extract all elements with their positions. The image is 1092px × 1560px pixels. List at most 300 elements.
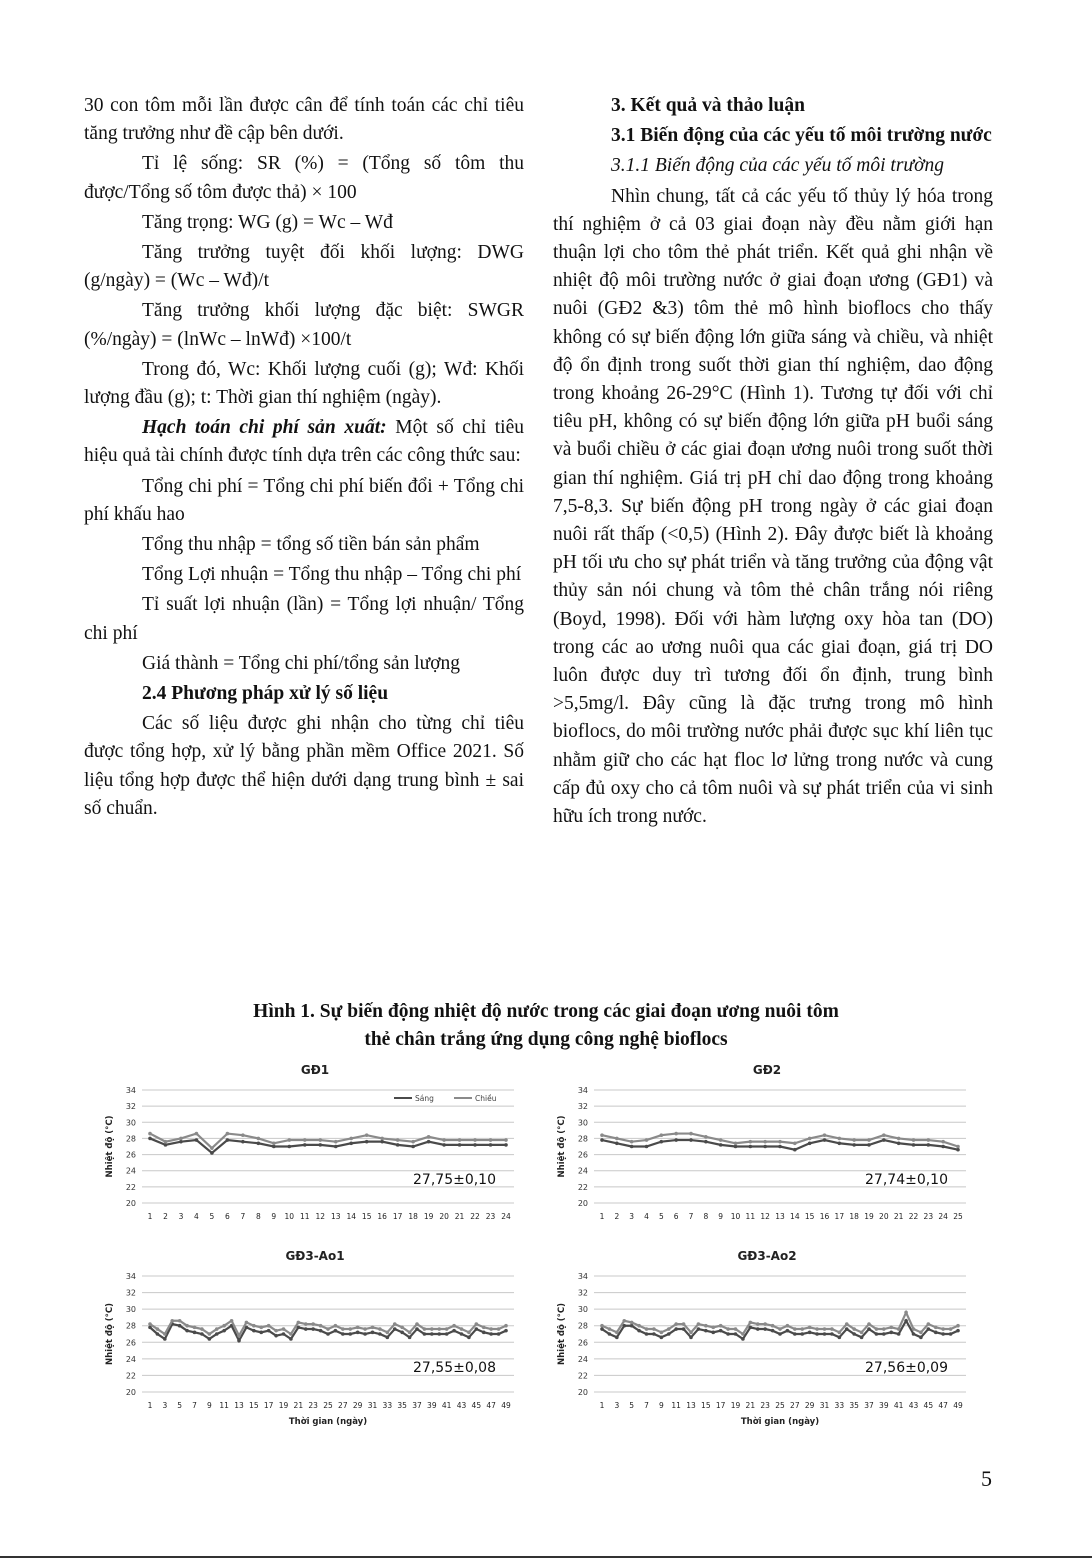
data-point bbox=[148, 1137, 152, 1141]
data-point bbox=[415, 1322, 419, 1326]
data-point bbox=[148, 1132, 152, 1136]
chart-gd3-ao2-svg bbox=[552, 1246, 982, 1438]
data-point bbox=[348, 1327, 352, 1331]
x-tick-label: 4 bbox=[644, 1212, 649, 1221]
data-point bbox=[838, 1331, 842, 1335]
data-point bbox=[808, 1137, 812, 1141]
x-tick-label: 1 bbox=[147, 1401, 153, 1410]
data-point bbox=[845, 1327, 849, 1331]
x-tick-label: 21 bbox=[745, 1401, 756, 1410]
data-point bbox=[615, 1137, 619, 1141]
x-tick-label: 15 bbox=[804, 1212, 815, 1221]
data-point bbox=[179, 1140, 183, 1144]
x-tick-label: 5 bbox=[629, 1401, 635, 1410]
data-point bbox=[815, 1327, 819, 1331]
data-point bbox=[637, 1329, 641, 1333]
data-point bbox=[504, 1138, 508, 1142]
x-tick-label: 4 bbox=[194, 1212, 199, 1221]
formula-total-income: Tổng thu nhập = tổng số tiền bán sản phẩm bbox=[142, 534, 480, 556]
section-heading-3: 3. Kết quả và thảo luận bbox=[611, 95, 805, 116]
data-point bbox=[704, 1324, 708, 1328]
data-point bbox=[178, 1319, 182, 1323]
y-tick-label: 26 bbox=[125, 1150, 136, 1160]
y-tick-label: 30 bbox=[125, 1118, 136, 1128]
data-point bbox=[156, 1332, 160, 1336]
data-point bbox=[815, 1332, 819, 1336]
x-tick-label: 47 bbox=[486, 1401, 496, 1410]
data-point bbox=[489, 1332, 493, 1336]
data-point bbox=[689, 1132, 693, 1136]
data-point bbox=[778, 1327, 782, 1331]
x-tick-label: 29 bbox=[804, 1401, 815, 1410]
x-tick-label: 5 bbox=[658, 1212, 664, 1221]
data-point bbox=[460, 1332, 464, 1336]
data-point bbox=[652, 1327, 656, 1331]
x-tick-label: 19 bbox=[864, 1212, 874, 1221]
data-point bbox=[393, 1327, 397, 1331]
data-point bbox=[371, 1331, 375, 1335]
data-point bbox=[303, 1143, 307, 1147]
data-point bbox=[689, 1138, 693, 1142]
data-point bbox=[423, 1327, 427, 1331]
data-point bbox=[156, 1327, 160, 1331]
data-point bbox=[711, 1331, 715, 1335]
data-point bbox=[726, 1327, 730, 1331]
paragraph: Các số liệu được ghi nhận cho từng chỉ tiêu được tổng hợp, xử lý bằng phần mềm Office 2021. Số liệu tổng hợp được thể hiện dưới dạng trung bình ± sai số chuẩn. bbox=[84, 713, 524, 819]
y-tick-label: 28 bbox=[577, 1321, 588, 1331]
data-point bbox=[667, 1327, 671, 1331]
formula-unit-cost: Giá thành = Tổng chi phí/tổng sản lượng bbox=[142, 652, 461, 674]
x-tick-label: 8 bbox=[703, 1212, 709, 1221]
x-tick-label: 29 bbox=[352, 1401, 363, 1410]
x-tick-label: 9 bbox=[206, 1401, 212, 1410]
data-point bbox=[897, 1327, 901, 1331]
y-tick-label: 24 bbox=[577, 1354, 588, 1364]
data-point bbox=[763, 1145, 767, 1149]
data-point bbox=[363, 1327, 367, 1331]
data-point bbox=[749, 1140, 753, 1144]
data-point bbox=[674, 1322, 678, 1326]
data-point bbox=[749, 1145, 753, 1149]
data-point bbox=[252, 1329, 256, 1333]
x-axis-label: Thời gian (ngày) bbox=[288, 1417, 368, 1427]
x-tick-label: 1 bbox=[147, 1212, 153, 1221]
data-point bbox=[452, 1324, 456, 1328]
y-tick-label: 28 bbox=[577, 1134, 588, 1144]
data-point bbox=[756, 1327, 760, 1331]
data-point bbox=[838, 1141, 842, 1145]
data-point bbox=[497, 1327, 501, 1331]
y-tick-label: 34 bbox=[125, 1272, 136, 1281]
data-point bbox=[411, 1140, 415, 1144]
data-point bbox=[241, 1133, 245, 1137]
data-point bbox=[272, 1145, 276, 1149]
formula-weight-gain: Tăng trọng: WG (g) = Wc – Wđ bbox=[142, 211, 393, 233]
data-point bbox=[164, 1143, 168, 1147]
data-point bbox=[289, 1337, 293, 1341]
x-tick-label: 39 bbox=[427, 1401, 437, 1410]
data-point bbox=[771, 1324, 775, 1328]
data-point bbox=[489, 1138, 493, 1142]
x-tick-label: 7 bbox=[192, 1401, 197, 1410]
data-point bbox=[645, 1332, 649, 1336]
data-point bbox=[830, 1332, 834, 1336]
y-tick-label: 22 bbox=[577, 1371, 588, 1381]
data-point bbox=[793, 1332, 797, 1336]
x-tick-label: 13 bbox=[234, 1401, 244, 1410]
data-point bbox=[289, 1332, 293, 1336]
data-point bbox=[226, 1138, 230, 1142]
data-point bbox=[318, 1138, 322, 1142]
x-tick-label: 17 bbox=[263, 1401, 274, 1410]
chart-gd2-svg bbox=[552, 1060, 982, 1235]
data-point bbox=[423, 1332, 427, 1336]
data-point bbox=[222, 1324, 226, 1328]
y-tick-label: 26 bbox=[577, 1338, 588, 1348]
data-point bbox=[427, 1140, 431, 1144]
data-point bbox=[386, 1331, 390, 1335]
y-tick-label: 20 bbox=[577, 1199, 588, 1208]
data-point bbox=[867, 1143, 871, 1147]
data-point bbox=[489, 1327, 493, 1331]
data-point bbox=[341, 1332, 345, 1336]
chart-title: GĐ2 bbox=[752, 1063, 782, 1077]
data-point bbox=[185, 1324, 189, 1328]
data-point bbox=[622, 1319, 626, 1323]
data-point bbox=[252, 1324, 256, 1328]
chart-gd3-ao2 bbox=[552, 1246, 982, 1438]
data-point bbox=[719, 1143, 723, 1147]
data-point bbox=[904, 1319, 908, 1323]
data-point bbox=[193, 1331, 197, 1335]
formula-definitions: Trong đó, Wc: Khối lượng cuối (g); Wđ: Khối lượng đầu (g); t: Thời gian thí nghiệm (ngày). bbox=[84, 358, 524, 409]
x-tick-label: 7 bbox=[688, 1212, 694, 1221]
page-number: 5 bbox=[981, 1466, 992, 1491]
data-point bbox=[482, 1326, 486, 1330]
mean-annotation: 27,74±0,10 bbox=[865, 1171, 948, 1188]
y-axis-label: Nhiệt độ (°C) bbox=[557, 1302, 567, 1366]
x-tick-label: 1 bbox=[599, 1401, 605, 1410]
x-tick-label: 16 bbox=[377, 1212, 387, 1221]
x-tick-label: 27 bbox=[790, 1401, 800, 1410]
x-tick-label: 9 bbox=[718, 1212, 724, 1221]
data-point bbox=[956, 1329, 960, 1333]
data-point bbox=[630, 1140, 634, 1144]
data-point bbox=[838, 1137, 842, 1141]
data-point bbox=[497, 1332, 501, 1336]
data-point bbox=[615, 1331, 619, 1335]
x-tick-label: 14 bbox=[346, 1212, 356, 1221]
data-point bbox=[660, 1140, 664, 1144]
x-tick-label: 15 bbox=[701, 1401, 711, 1410]
x-tick-label: 24 bbox=[501, 1212, 511, 1221]
y-tick-label: 32 bbox=[125, 1288, 136, 1298]
data-point bbox=[645, 1145, 649, 1149]
data-point bbox=[267, 1329, 271, 1333]
formula-profit-rate: Tỉ suất lợi nhuận (lần) = Tổng lợi nhuận/ Tổng chi phí bbox=[84, 594, 524, 644]
y-tick-label: 30 bbox=[577, 1118, 588, 1128]
x-tick-label: 23 bbox=[308, 1401, 318, 1410]
data-point bbox=[734, 1332, 738, 1336]
data-point bbox=[867, 1327, 871, 1331]
data-point bbox=[259, 1331, 263, 1335]
data-point bbox=[445, 1327, 449, 1331]
data-point bbox=[823, 1327, 827, 1331]
data-point bbox=[852, 1332, 856, 1336]
data-point bbox=[437, 1327, 441, 1331]
left-column bbox=[84, 92, 524, 825]
x-tick-label: 23 bbox=[485, 1212, 496, 1221]
y-tick-label: 22 bbox=[577, 1182, 588, 1192]
y-tick-label: 24 bbox=[125, 1166, 136, 1176]
data-point bbox=[215, 1332, 219, 1336]
chart-gd2 bbox=[552, 1060, 982, 1235]
cost-accounting-paragraph bbox=[84, 414, 524, 470]
data-point bbox=[852, 1143, 856, 1147]
data-point bbox=[396, 1143, 400, 1147]
x-tick-label: 49 bbox=[953, 1401, 963, 1410]
data-point bbox=[912, 1327, 916, 1331]
data-point bbox=[956, 1148, 960, 1152]
y-tick-label: 20 bbox=[125, 1388, 136, 1397]
data-point bbox=[378, 1332, 382, 1336]
data-point bbox=[215, 1327, 219, 1331]
data-point bbox=[473, 1138, 477, 1142]
data-point bbox=[608, 1327, 612, 1331]
data-point bbox=[793, 1141, 797, 1145]
x-tick-label: 47 bbox=[938, 1401, 948, 1410]
data-point bbox=[630, 1321, 634, 1325]
data-point bbox=[719, 1329, 723, 1333]
data-point bbox=[430, 1332, 434, 1336]
mean-annotation: 27,56±0,09 bbox=[865, 1360, 948, 1377]
x-tick-label: 45 bbox=[471, 1401, 482, 1410]
data-point bbox=[504, 1324, 508, 1328]
data-point bbox=[400, 1331, 404, 1335]
x-tick-label: 25 bbox=[323, 1401, 333, 1410]
data-point bbox=[380, 1137, 384, 1141]
data-point bbox=[473, 1143, 477, 1147]
x-tick-label: 15 bbox=[361, 1212, 372, 1221]
page-bottom-rule bbox=[0, 1556, 1092, 1558]
data-point bbox=[734, 1141, 738, 1145]
data-point bbox=[274, 1329, 278, 1333]
x-tick-label: 21 bbox=[893, 1212, 904, 1221]
data-point bbox=[608, 1332, 612, 1336]
data-point bbox=[704, 1140, 708, 1144]
chart-gd1 bbox=[100, 1060, 530, 1235]
x-tick-label: 10 bbox=[730, 1212, 741, 1221]
data-point bbox=[860, 1336, 864, 1340]
data-point bbox=[297, 1321, 301, 1325]
data-point bbox=[274, 1334, 278, 1338]
data-point bbox=[334, 1324, 338, 1328]
data-point bbox=[272, 1141, 276, 1145]
data-point bbox=[259, 1326, 263, 1330]
chart-gd3-ao1 bbox=[100, 1246, 530, 1438]
data-point bbox=[882, 1327, 886, 1331]
y-tick-label: 22 bbox=[125, 1371, 136, 1381]
data-point bbox=[882, 1332, 886, 1336]
paragraph: Nhìn chung, tất cả các yếu tố thủy lý hóa trong thí nghiệm ở cả 03 giai đoạn này đều nằm giới hạn thuận lợi cho tôm thẻ phát triển. Kết quả ghi nhận về nhiệt độ môi trường nước ở giai đoạn ương (GĐ1) và nuôi (GĐ2 &3) tôm thẻ mô hình bioflocs cho thấy không có sự biến động lớn giữa sáng và chiều, và nhiệt độ ổn định trong suốt thời gian thí nghiệm, dao động trong khoảng 26-29°C (Hình 1). Tương tự đối với chỉ tiêu pH, không có sự biến động lớn giữa pH buổi sáng và buổi chiều ở các giai đoạn ương nuôi trong suốt thời gian thí nghiệm. Giá trị pH chỉ dao động trong khoảng 7,5-8,3. Sự biến động pH trong ngày ở các giai đoạn nuôi rất thấp (<0,5) (Hình 2). Đây được biết là khoảng pH tối ưu cho sự phát triển và tăng trưởng của động vật thủy sản nói chung và tôm thẻ chân trắng nói riêng (Boyd, 1998). Đối với hàm lượng oxy hòa tan (DO) trong các ao ương nuôi qua các giai đoạn, giá trị DO luôn được duy trì tương đối ổn định, trung bình >5,5mg/l. Đây cũng là đặc trưng trong mô hình bioflocs, do môi trường nước phải được sục khí liên tục nhằm giữ cho các hạt floc lơ lửng trong nước và cung cấp đủ oxy cho cả tôm nuôi và sự phát triển của vi sinh hữu ích trong nước. bbox=[553, 185, 993, 828]
data-point bbox=[882, 1133, 886, 1137]
data-point bbox=[458, 1143, 462, 1147]
cost-accounting-text: Một số chỉ tiêu hiệu quả tài chính được tính dựa trên các công thức sau: bbox=[84, 417, 524, 467]
y-axis-label: Nhiệt độ (°C) bbox=[557, 1115, 567, 1178]
data-point bbox=[445, 1332, 449, 1336]
data-point bbox=[504, 1329, 508, 1333]
data-point bbox=[348, 1332, 352, 1336]
data-point bbox=[400, 1326, 404, 1330]
y-tick-label: 20 bbox=[577, 1388, 588, 1397]
data-point bbox=[615, 1336, 619, 1340]
formula-total-cost: Tổng chi phí = Tổng chi phí biến đổi + Tổng chi phí khấu hao bbox=[84, 475, 524, 525]
data-point bbox=[823, 1332, 827, 1336]
data-point bbox=[793, 1148, 797, 1152]
x-tick-label: 20 bbox=[879, 1212, 889, 1221]
formula-total-profit: Tổng Lợi nhuận = Tổng thu nhập – Tổng chi phí bbox=[142, 564, 522, 586]
data-point bbox=[489, 1143, 493, 1147]
data-point bbox=[941, 1332, 945, 1336]
y-tick-label: 26 bbox=[577, 1150, 588, 1160]
data-point bbox=[786, 1329, 790, 1333]
y-tick-label: 34 bbox=[577, 1086, 588, 1095]
data-point bbox=[222, 1329, 226, 1333]
data-point bbox=[195, 1138, 199, 1142]
data-point bbox=[230, 1319, 234, 1323]
data-point bbox=[689, 1331, 693, 1335]
x-tick-label: 22 bbox=[908, 1212, 919, 1221]
data-point bbox=[912, 1138, 916, 1142]
data-point bbox=[949, 1327, 953, 1331]
x-tick-label: 14 bbox=[790, 1212, 800, 1221]
data-point bbox=[267, 1324, 271, 1328]
data-point bbox=[237, 1334, 241, 1338]
x-tick-label: 6 bbox=[225, 1212, 230, 1221]
data-point bbox=[808, 1331, 812, 1335]
data-point bbox=[652, 1332, 656, 1336]
x-tick-label: 10 bbox=[284, 1212, 295, 1221]
data-point bbox=[304, 1322, 308, 1326]
x-tick-label: 12 bbox=[315, 1212, 326, 1221]
data-point bbox=[697, 1327, 701, 1331]
data-point bbox=[334, 1145, 338, 1149]
data-point bbox=[867, 1322, 871, 1326]
figure-caption-line-1: Hình 1. Sự biến động nhiệt độ nước trong các giai đoạn ương nuôi tôm bbox=[253, 1001, 839, 1022]
x-tick-label: 11 bbox=[219, 1401, 229, 1410]
x-tick-label: 35 bbox=[397, 1401, 407, 1410]
x-tick-label: 13 bbox=[330, 1212, 341, 1221]
data-point bbox=[800, 1327, 804, 1331]
data-point bbox=[408, 1331, 412, 1335]
x-axis-label: Thời gian (ngày) bbox=[740, 1417, 820, 1427]
data-point bbox=[838, 1336, 842, 1340]
data-point bbox=[380, 1140, 384, 1144]
x-tick-label: 5 bbox=[177, 1401, 183, 1410]
x-tick-label: 27 bbox=[338, 1401, 348, 1410]
data-point bbox=[195, 1132, 199, 1136]
data-point bbox=[941, 1327, 945, 1331]
x-tick-label: 41 bbox=[893, 1401, 904, 1410]
data-point bbox=[719, 1324, 723, 1328]
data-point bbox=[311, 1327, 315, 1331]
data-point bbox=[349, 1141, 353, 1145]
data-point bbox=[749, 1321, 753, 1325]
right-column bbox=[553, 92, 993, 833]
data-point bbox=[460, 1327, 464, 1331]
y-tick-label: 34 bbox=[577, 1272, 588, 1281]
data-point bbox=[726, 1332, 730, 1336]
data-point bbox=[163, 1332, 167, 1336]
data-point bbox=[793, 1327, 797, 1331]
x-tick-label: 6 bbox=[673, 1212, 679, 1221]
x-tick-label: 19 bbox=[278, 1401, 289, 1410]
data-point bbox=[956, 1145, 960, 1149]
data-point bbox=[897, 1332, 901, 1336]
data-point bbox=[682, 1322, 686, 1326]
data-point bbox=[178, 1324, 182, 1328]
data-point bbox=[919, 1336, 923, 1340]
data-point bbox=[371, 1326, 375, 1330]
formula-dwg: Tăng trưởng tuyệt đối khối lượng: DWG (g/ngày) = (Wc – Wđ)/t bbox=[84, 242, 524, 292]
x-tick-label: 43 bbox=[456, 1401, 467, 1410]
x-tick-label: 2 bbox=[163, 1212, 168, 1221]
chart-gd1-svg bbox=[100, 1060, 530, 1235]
data-point bbox=[830, 1327, 834, 1331]
data-point bbox=[689, 1336, 693, 1340]
data-point bbox=[600, 1324, 604, 1328]
data-point bbox=[934, 1326, 938, 1330]
data-point bbox=[823, 1138, 827, 1142]
data-point bbox=[396, 1138, 400, 1142]
x-tick-label: 3 bbox=[162, 1401, 168, 1410]
x-tick-label: 11 bbox=[300, 1212, 310, 1221]
x-tick-label: 43 bbox=[908, 1401, 919, 1410]
data-point bbox=[941, 1140, 945, 1144]
data-point bbox=[645, 1138, 649, 1142]
y-axis-label: Nhiệt độ (°C) bbox=[105, 1302, 115, 1366]
x-tick-label: 9 bbox=[658, 1401, 664, 1410]
x-tick-label: 39 bbox=[879, 1401, 889, 1410]
data-point bbox=[704, 1135, 708, 1139]
data-point bbox=[941, 1145, 945, 1149]
x-tick-label: 49 bbox=[501, 1401, 511, 1410]
x-tick-label: 25 bbox=[953, 1212, 963, 1221]
data-point bbox=[682, 1327, 686, 1331]
y-tick-label: 34 bbox=[125, 1086, 136, 1095]
data-point bbox=[660, 1133, 664, 1137]
formula-survival-rate: Tỉ lệ sống: SR (%) = (Tổng số tôm thu được/Tổng số tôm được thả) × 100 bbox=[84, 153, 524, 203]
mean-annotation: 27,55±0,08 bbox=[413, 1360, 496, 1377]
data-point bbox=[630, 1145, 634, 1149]
data-point bbox=[927, 1143, 931, 1147]
data-point bbox=[326, 1327, 330, 1331]
data-point bbox=[148, 1322, 152, 1326]
chart-title: GĐ3-Ao1 bbox=[285, 1249, 345, 1263]
data-point bbox=[741, 1337, 745, 1341]
data-point bbox=[241, 1140, 245, 1144]
data-point bbox=[303, 1138, 307, 1142]
data-point bbox=[697, 1322, 701, 1326]
section-heading-2-4: 2.4 Phương pháp xử lý số liệu bbox=[142, 683, 389, 705]
y-tick-label: 32 bbox=[577, 1288, 588, 1298]
data-point bbox=[430, 1327, 434, 1331]
y-tick-label: 28 bbox=[125, 1321, 136, 1331]
data-point bbox=[704, 1329, 708, 1333]
data-point bbox=[778, 1145, 782, 1149]
x-tick-label: 24 bbox=[938, 1212, 948, 1221]
figure-caption-line-2: thẻ chân trắng ứng dụng công nghệ bioflocs bbox=[364, 1029, 728, 1050]
